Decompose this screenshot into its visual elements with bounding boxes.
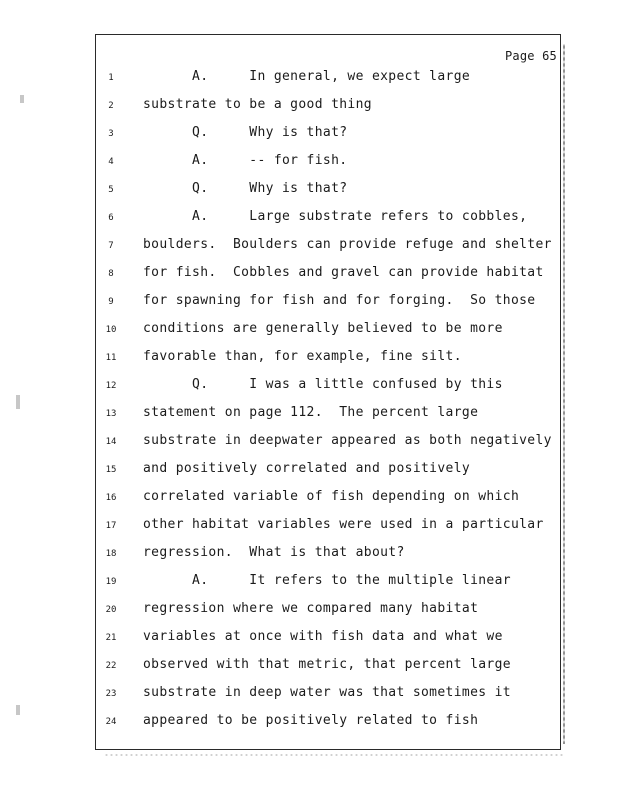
line-number: 21 [105, 633, 117, 643]
line-text: Q. I was a little confused by this [143, 377, 503, 392]
line-text: for fish. Cobbles and gravel can provide habitat [143, 265, 544, 280]
line-number: 6 [108, 213, 114, 223]
line-number: 11 [105, 353, 117, 363]
line-text: Q. Why is that? [143, 125, 348, 140]
line-text: regression. What is that about? [143, 545, 405, 560]
line-text: substrate in deepwater appeared as both negatively [143, 433, 552, 448]
line-number: 8 [108, 269, 114, 279]
line-number: 14 [105, 437, 117, 447]
line-number: 5 [108, 185, 114, 195]
line-number: 13 [105, 409, 117, 419]
transcript-line [0, 180, 560, 200]
transcript-line [0, 712, 560, 732]
line-text: other habitat variables were used in a particular [143, 517, 544, 532]
transcript-line [0, 348, 560, 368]
transcript-line [0, 96, 560, 116]
line-text: and positively correlated and positively [143, 461, 471, 476]
transcript-line [0, 544, 560, 564]
right-edge-dotted-margin [563, 44, 565, 744]
line-number: 3 [108, 129, 114, 139]
transcript-line [0, 152, 560, 172]
line-text: appeared to be positively related to fish [143, 713, 479, 728]
line-number: 22 [105, 661, 117, 671]
transcript-line [0, 68, 560, 88]
line-number: 16 [105, 493, 117, 503]
transcript-line [0, 572, 560, 592]
line-number: 23 [105, 689, 117, 699]
line-number: 19 [105, 577, 117, 587]
transcript-line [0, 376, 560, 396]
line-text: Q. Why is that? [143, 181, 348, 196]
transcript-line [0, 236, 560, 256]
line-text: A. -- for fish. [143, 153, 348, 168]
line-number: 9 [108, 297, 114, 307]
transcript-line [0, 628, 560, 648]
line-text: conditions are generally believed to be more [143, 321, 503, 336]
line-text: observed with that metric, that percent large [143, 657, 511, 672]
line-text: boulders. Boulders can provide refuge and shelter [143, 237, 552, 252]
line-number: 12 [105, 381, 117, 391]
line-text: favorable than, for example, fine silt. [143, 349, 462, 364]
transcript-line [0, 208, 560, 228]
transcript-line [0, 684, 560, 704]
transcript-line [0, 292, 560, 312]
line-number: 18 [105, 549, 117, 559]
line-number: 15 [105, 465, 117, 475]
line-text: regression where we compared many habitat [143, 601, 479, 616]
transcript-line [0, 404, 560, 424]
transcript-line [0, 656, 560, 676]
transcript-line [0, 124, 560, 144]
line-text: A. In general, we expect large [143, 69, 471, 84]
transcript-line [0, 320, 560, 340]
line-text: A. It refers to the multiple linear [143, 573, 511, 588]
line-number: 17 [105, 521, 117, 531]
transcript-line [0, 264, 560, 284]
page-number: Page 65 [505, 49, 557, 63]
line-text: substrate in deep water was that sometimes it [143, 685, 511, 700]
line-text: substrate to be a good thing [143, 97, 372, 112]
line-number: 10 [105, 325, 117, 335]
transcript-line [0, 488, 560, 508]
transcript-line [0, 600, 560, 620]
line-number: 7 [108, 241, 114, 251]
line-number: 20 [105, 605, 117, 615]
bottom-dotted-footer [104, 753, 564, 757]
line-number: 1 [108, 73, 114, 83]
line-number: 2 [108, 101, 114, 111]
line-text: variables at once with fish data and what we [143, 629, 503, 644]
line-text: A. Large substrate refers to cobbles, [143, 209, 528, 224]
line-text: for spawning for fish and for forging. So those [143, 293, 536, 308]
transcript-line [0, 460, 560, 480]
line-text: statement on page 112. The percent large [143, 405, 479, 420]
transcript-line [0, 432, 560, 452]
line-text: correlated variable of fish depending on which [143, 489, 520, 504]
transcript-line [0, 516, 560, 536]
line-number: 4 [108, 157, 114, 167]
line-number: 24 [105, 717, 117, 727]
